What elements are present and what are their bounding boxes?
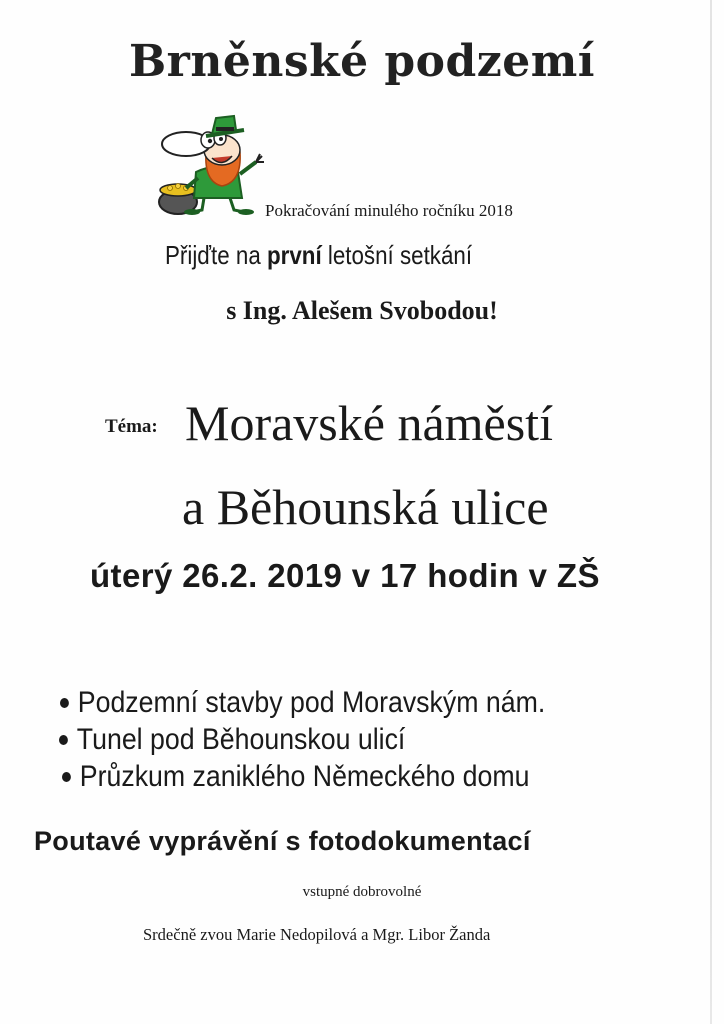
list-item [62, 758, 545, 795]
topic-list [60, 684, 605, 795]
theme-line-1: Moravské náměstí [185, 395, 553, 451]
list-item [59, 721, 545, 758]
invite-line [165, 240, 472, 271]
leprechaun-icon [156, 112, 268, 216]
paper-edge [710, 0, 712, 1024]
invite-emphasis: první [266, 240, 322, 270]
entry-fee-note: vstupné dobrovolné [302, 884, 422, 900]
theme-label: Téma: [105, 416, 158, 437]
continuation-note: Pokračování minulého ročníku 2018 [265, 201, 513, 220]
bullet-icon [60, 698, 69, 708]
invite-prefix: Přijďte na [165, 240, 267, 270]
speaker-line: s Ing. Alešem Svobodou! [226, 296, 498, 325]
bullet-icon [62, 772, 71, 782]
poster-title: Brněnské podzemí [128, 36, 596, 87]
tagline: Poutavé vyprávění s fotodokumentací [34, 826, 531, 856]
list-item-text: Podzemní stavby pod Moravským nám. [77, 686, 546, 719]
bullet-icon [59, 735, 68, 745]
list-item-text: Průzkum zaniklého Německého domu [79, 760, 530, 793]
event-date: úterý 26.2. 2019 v 17 hodin v ZŠ [90, 557, 600, 594]
organizers-invitation: Srdečně zvou Marie Nedopilová a Mgr. Libor Žanda [143, 925, 491, 944]
theme-line-2: a Běhounská ulice [182, 479, 549, 535]
invite-suffix: letošní setkání [321, 240, 473, 270]
list-item [60, 684, 545, 721]
list-item-text: Tunel pod Běhounskou ulicí [76, 723, 406, 756]
